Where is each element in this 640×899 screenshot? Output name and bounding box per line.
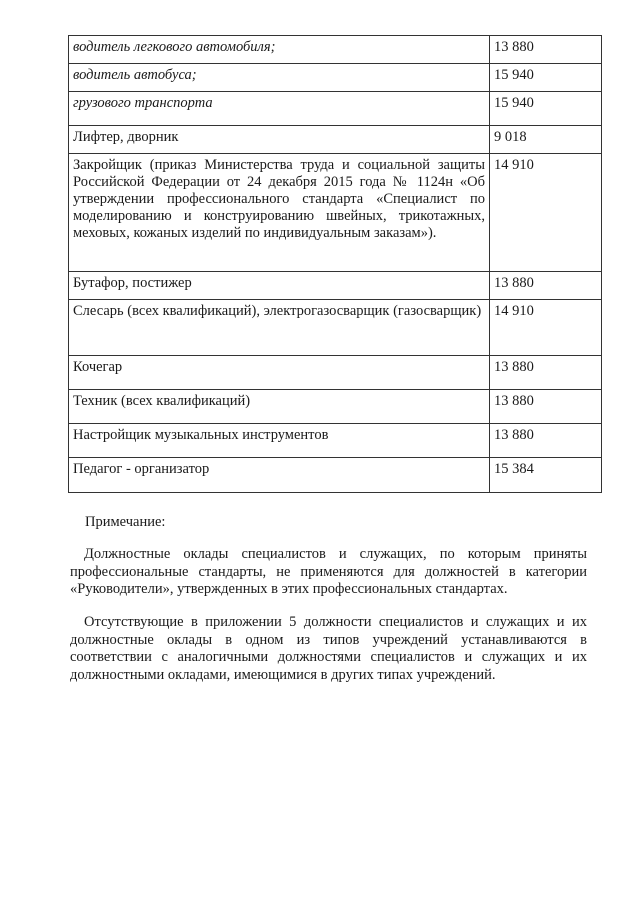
note-paragraph: Должностные оклады специалистов и служащих, по которым приняты профессиональные стандарты, не применяются для должностей в категории «Руководители», утвержденных в этих профессиональных стандартах. xyxy=(70,546,587,597)
salary-cell: 13 880 xyxy=(490,272,602,300)
table-row xyxy=(69,390,602,424)
table-row xyxy=(69,154,602,272)
position-cell: Техник (всех квалификаций) xyxy=(69,390,490,424)
table-row xyxy=(69,36,602,64)
table-row xyxy=(69,424,602,458)
salary-cell: 15 940 xyxy=(490,64,602,92)
salary-cell: 13 880 xyxy=(490,36,602,64)
note-title: Примечание: xyxy=(85,514,166,530)
table-row xyxy=(69,92,602,126)
position-cell: Лифтер, дворник xyxy=(69,126,490,154)
salary-cell: 15 940 xyxy=(490,92,602,126)
salary-cell: 9 018 xyxy=(490,126,602,154)
table-row xyxy=(69,458,602,493)
salary-table-body xyxy=(69,36,602,493)
salary-cell: 14 910 xyxy=(490,154,602,272)
position-cell: Настройщик музыкальных инструментов xyxy=(69,424,490,458)
salary-table xyxy=(68,35,602,493)
table-row xyxy=(69,356,602,390)
table-row xyxy=(69,64,602,92)
table-row xyxy=(69,300,602,356)
position-cell: Бутафор, постижер xyxy=(69,272,490,300)
table-row xyxy=(69,272,602,300)
position-cell: Кочегар xyxy=(69,356,490,390)
position-cell: Педагог - организатор xyxy=(69,458,490,493)
table-row xyxy=(69,126,602,154)
salary-cell: 13 880 xyxy=(490,424,602,458)
position-cell: Слесарь (всех квалификаций), электрогазосварщик (газосварщик) xyxy=(69,300,490,356)
position-cell: грузового транспорта xyxy=(69,92,490,126)
salary-cell: 14 910 xyxy=(490,300,602,356)
salary-cell: 13 880 xyxy=(490,390,602,424)
salary-cell: 13 880 xyxy=(490,356,602,390)
note-paragraph: Отсутствующие в приложении 5 должности специалистов и служащих и их должностные оклады в одном из типов учреждений устанавливаются в соответствии с аналогичными должностями специалистов и служащих и их должностными окладами, имеющимися в других типах учреждений. xyxy=(70,614,587,683)
position-cell: водитель легкового автомобиля; xyxy=(69,36,490,64)
position-cell: Закройщик (приказ Министерства труда и социальной защиты Российской Федерации от 24 декабря 2015 года № 1124н «Об утверждении профессионального стандарта «Специалист по моделированию и конструированию швейных, трикотажных, меховых, кожаных изделий по индивидуальным заказам»). xyxy=(69,154,490,272)
position-cell: водитель автобуса; xyxy=(69,64,490,92)
salary-cell: 15 384 xyxy=(490,458,602,493)
